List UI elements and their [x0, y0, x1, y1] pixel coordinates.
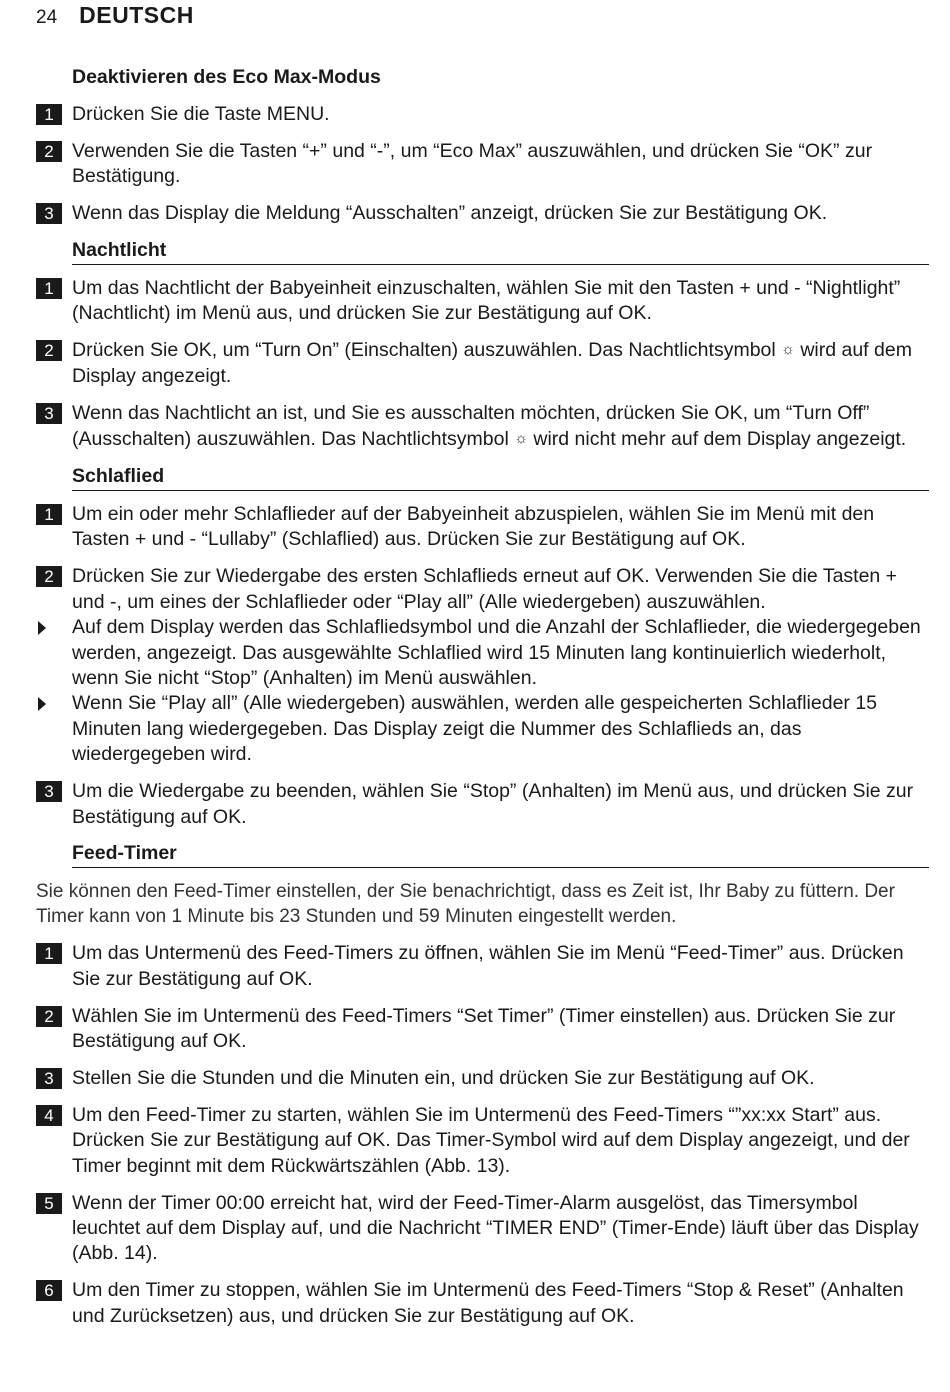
- step-feed-timer-5: [36, 1191, 929, 1267]
- bullet-text: Wenn Sie “Play all” (Alle wiedergeben) auswählen, werden alle gespeicherten Schlaflieder 15 Minuten lang wiedergegeben. Das Display zeigt die Nummer des Schlaflieds an, das wiedergegeben wird.: [72, 692, 878, 766]
- step-eco-max-3: [36, 201, 929, 226]
- step-text: Verwenden Sie die Tasten “+” und “-”, um “Eco Max” auszuwählen, und drücken Sie “OK” zur Bestätigung.: [72, 139, 873, 188]
- page-number: 24: [36, 7, 58, 28]
- step-number: 2: [36, 340, 62, 361]
- step-text: Drücken Sie OK, um “Turn On” (Einschalten) auszuwählen. Das Nachtlichtsymbol: [72, 338, 776, 361]
- bullet-triangle-icon: [38, 621, 46, 635]
- step-feed-timer-4: [36, 1103, 929, 1179]
- section-title-feed-timer: Feed-Timer: [72, 840, 929, 868]
- step-feed-timer-3: [36, 1066, 929, 1091]
- result-bullet: [36, 691, 929, 767]
- step-eco-max-2: [36, 139, 929, 190]
- step-schlaflied-2: [36, 564, 929, 615]
- step-text: Drücken Sie die Taste MENU.: [72, 103, 330, 125]
- step-text: Wenn der Timer 00:00 erreicht hat, wird der Feed-Timer-Alarm ausgelöst, das Timersymbol leuchtet auf dem Display auf, und die Nachricht “TIMER END” (Timer-Ende) läuft über das Display (Abb. 14).: [72, 1191, 919, 1265]
- step-text: Stellen Sie die Stunden und die Minuten ein, und drücken Sie zur Bestätigung auf OK.: [72, 1066, 815, 1089]
- step-nachtlicht-1: [36, 276, 929, 327]
- step-text: Um das Untermenü des Feed-Timers zu öffnen, wählen Sie im Menü “Feed-Timer” aus. Drücken Sie zur Bestätigung auf OK.: [72, 942, 904, 990]
- section-title-nachtlicht: Nachtlicht: [72, 237, 929, 265]
- section-title-schlaflied: Schlaflied: [72, 463, 929, 491]
- result-bullet: [36, 615, 929, 691]
- step-text: Wenn das Display die Meldung “Ausschalten” anzeigt, drücken Sie zur Bestätigung OK.: [72, 202, 828, 225]
- step-number: 2: [36, 566, 62, 587]
- page-content: [36, 64, 929, 1341]
- step-text: Um den Feed-Timer zu starten, wählen Sie im Untermenü des Feed-Timers “”xx:xx Start” aus. Drücken Sie zur Bestätigung auf OK. Das Timer-Symbol wird auf dem Display angezeigt, und der Timer beginnt mit dem Rückwärtszählen (Abb. 13).: [72, 1103, 910, 1177]
- section-title-eco-max: Deaktivieren des Eco Max-Modus: [72, 66, 381, 88]
- step-eco-max-1: [36, 102, 929, 127]
- step-schlaflied-3: [36, 779, 929, 830]
- step-schlaflied-1: [36, 502, 929, 553]
- step-text: Um ein oder mehr Schlaflieder auf der Babyeinheit abzuspielen, wählen Sie im Menü mit den Tasten + und - “Lullaby” (Schlaflied) aus. Drücken Sie zur Bestätigung auf OK.: [72, 503, 875, 551]
- step-text: Wenn das Nachtlicht an ist, und Sie es ausschalten möchten, drücken Sie OK, um “Turn Off” (Ausschalten) auszuwählen. Das Nachtlichtsymbol: [72, 402, 870, 450]
- step-number: 4: [36, 1105, 62, 1126]
- step-number: 1: [36, 504, 62, 525]
- step-nachtlicht-2: [36, 338, 929, 390]
- step-text: Um das Nachtlicht der Babyeinheit einzuschalten, wählen Sie mit den Tasten + und - “Nightlight” (Nachtlicht) im Menü aus, und drücken Sie zur Bestätigung auf OK.: [72, 276, 901, 325]
- nightlight-icon: ☼: [514, 429, 528, 447]
- step-number: 5: [36, 1193, 62, 1214]
- step-text: Wählen Sie im Untermenü des Feed-Timers “Set Timer” (Timer einstellen) aus. Drücken Sie zur Bestätigung auf OK.: [72, 1004, 896, 1052]
- page-language-heading: DEUTSCH: [79, 2, 194, 28]
- step-text: Um die Wiedergabe zu beenden, wählen Sie “Stop” (Anhalten) im Menü aus, und drücken Sie zur Bestätigung auf OK.: [72, 780, 914, 828]
- step-number: 3: [36, 1068, 62, 1089]
- nightlight-icon: ☼: [781, 340, 795, 358]
- step-number: 2: [36, 1006, 62, 1027]
- step-number: 6: [36, 1280, 62, 1301]
- step-number: 3: [36, 403, 62, 424]
- bullet-triangle-icon: [38, 697, 46, 711]
- step-number: 3: [36, 781, 62, 802]
- step-feed-timer-6: [36, 1278, 929, 1329]
- step-feed-timer-1: [36, 941, 929, 992]
- step-text: wird auf dem Display angezeigt.: [72, 338, 912, 388]
- step-number: 1: [36, 278, 62, 299]
- step-text: wird nicht mehr auf dem Display angezeigt.: [533, 427, 907, 450]
- feed-timer-intro: Sie können den Feed-Timer einstellen, der Sie benachrichtigt, dass es Zeit ist, Ihr Baby zu füttern. Der Timer kann von 1 Minute bis 23 Stunden und 59 Minuten eingestellt werden.: [36, 880, 895, 928]
- step-number: 3: [36, 203, 62, 224]
- step-feed-timer-2: [36, 1004, 929, 1055]
- bullet-text: Auf dem Display werden das Schlafliedsymbol und die Anzahl der Schlaflieder, die wiedergegeben werden, angezeigt. Das ausgewählte Schlaflied wird 15 Minuten lang kontinuierlich wiederholt, wenn Sie nicht “Stop” (Anhalten) im Menü auswählen.: [72, 616, 921, 689]
- step-number: 1: [36, 943, 62, 964]
- step-text: Drücken Sie zur Wiedergabe des ersten Schlaflieds erneut auf OK. Verwenden Sie die Tasten + und -, um eines der Schlaflieder oder “Play all” (Alle wiedergeben) auszuwählen.: [72, 565, 898, 613]
- step-number: 2: [36, 141, 62, 162]
- step-nachtlicht-3: [36, 401, 929, 453]
- step-text: Um den Timer zu stoppen, wählen Sie im Untermenü des Feed-Timers “Stop & Reset” (Anhalten und Zurücksetzen) aus, und drücken Sie zur Bestätigung auf OK.: [72, 1279, 904, 1327]
- page-header: [36, 2, 194, 29]
- step-number: 1: [36, 104, 62, 125]
